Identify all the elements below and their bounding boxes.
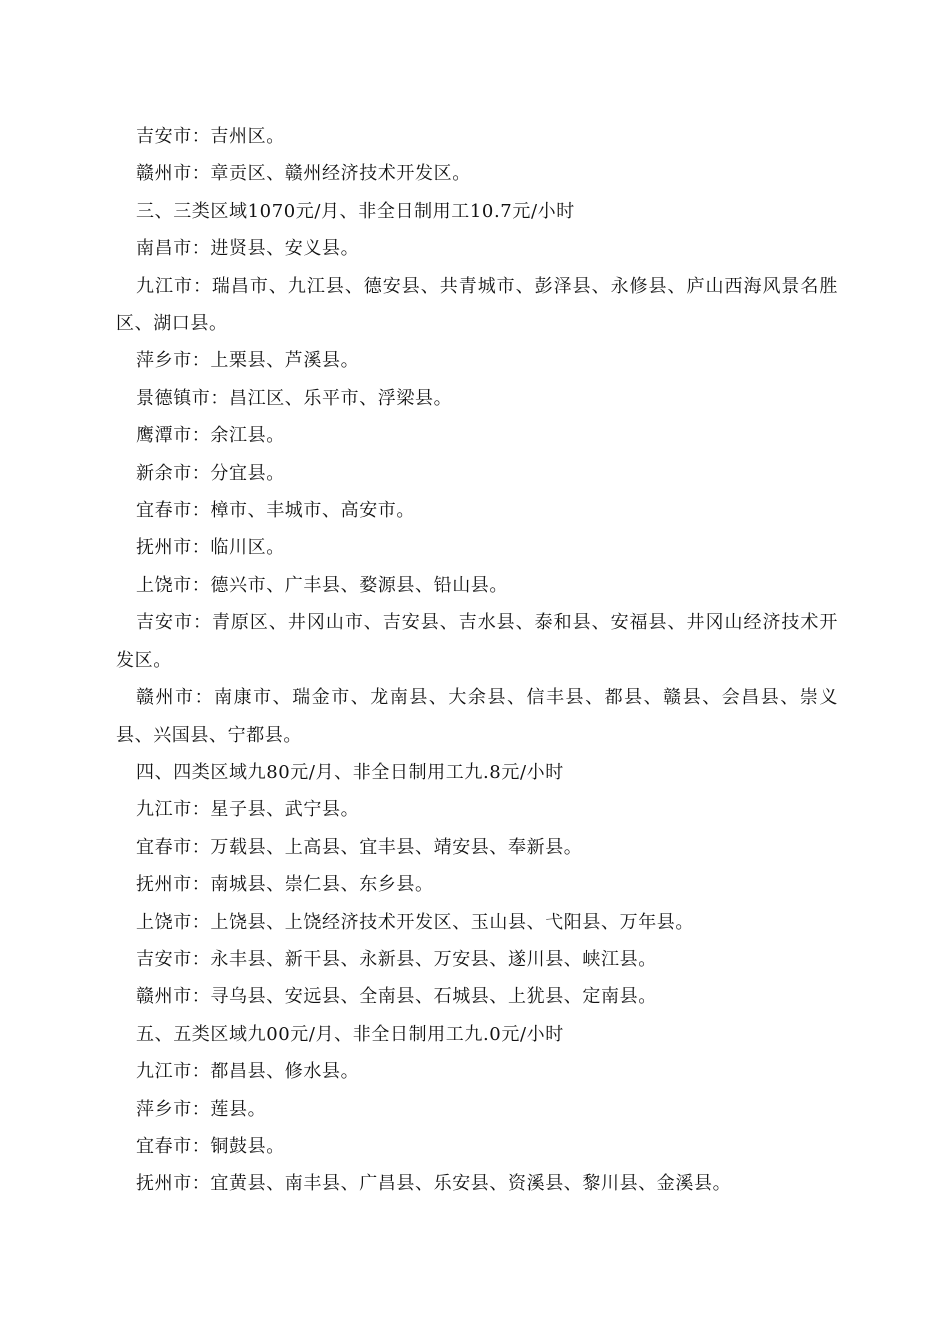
- text-line-xinyu: 新余市：分宜县。: [136, 462, 285, 484]
- text-line-pingxiang-1: 萍乡市：上栗县、芦溪县。: [136, 350, 360, 372]
- text-line-fuzhou-2: 抚州市：南城县、崇仁县、东乡县。: [136, 874, 434, 896]
- text-line-nanchang: 南昌市：进贤县、安义县。: [136, 238, 360, 260]
- text-line-shangrao-2: 上饶市：上饶县、上饶经济技术开发区、玉山县、弋阳县、万年县。: [136, 911, 694, 933]
- text-line-fuzhou-3: 抚州市：宜黄县、南丰县、广昌县、乐安县、资溪县、黎川县、金溪县。: [136, 1173, 732, 1195]
- text-line-yingtan: 鹰潭市：余江县。: [136, 425, 285, 447]
- text-line-jiujiang-2: 九江市：星子县、武宁县。: [136, 799, 360, 821]
- text-line-jian-3: 吉安市：永丰县、新干县、永新县、万安县、遂川县、峡江县。: [136, 948, 657, 970]
- section-heading-class-5: 五、五类区域九00元/月、非全日制用工九.0元/小时: [136, 1023, 564, 1045]
- text-line-ganzhou-3: 赣州市：寻乌县、安远县、全南县、石城县、上犹县、定南县。: [136, 986, 657, 1008]
- text-line-jiujiang-1: 九江市：瑞昌市、九江县、德安县、共青城市、彭泽县、永修县、庐山西海风景名胜区、湖口县。: [116, 275, 838, 335]
- text-line-fuzhou-1: 抚州市：临川区。: [136, 537, 285, 559]
- text-line-jian-2: 吉安市：青原区、井冈山市、吉安县、吉水县、泰和县、安福县、井冈山经济技术开发区。: [116, 612, 838, 671]
- text-line-pingxiang-2: 萍乡市：莲县。: [136, 1098, 267, 1120]
- text-line-jingdezhen: 景德镇市：昌江区、乐平市、浮梁县。: [136, 387, 453, 409]
- text-line-yichun-1: 宜春市：樟市、丰城市、高安市。: [136, 500, 415, 522]
- text-line-jian-1: 吉安市：吉州区。: [136, 126, 285, 147]
- text-line-jiujiang-3: 九江市：都昌县、修水县。: [136, 1061, 360, 1083]
- text-line-yichun-2: 宜春市：万载县、上高县、宜丰县、靖安县、奉新县。: [136, 836, 583, 858]
- section-heading-class-4: 四、四类区域九80元/月、非全日制用工九.8元/小时: [136, 761, 564, 783]
- section-heading-class-3: 三、三类区域1070元/月、非全日制用工10.7元/小时: [136, 200, 575, 222]
- document-body: [116, 118, 838, 1203]
- text-line-ganzhou-2: 赣州市：南康市、瑞金市、龙南县、大余县、信丰县、都县、赣县、会昌县、崇义县、兴国县、宁都县。: [116, 687, 838, 746]
- text-line-shangrao-1: 上饶市：德兴市、广丰县、婺源县、铅山县。: [136, 574, 508, 596]
- text-line-ganzhou-1: 赣州市：章贡区、赣州经济技术开发区。: [136, 163, 471, 185]
- text-line-yichun-3: 宜春市：铜鼓县。: [136, 1135, 285, 1157]
